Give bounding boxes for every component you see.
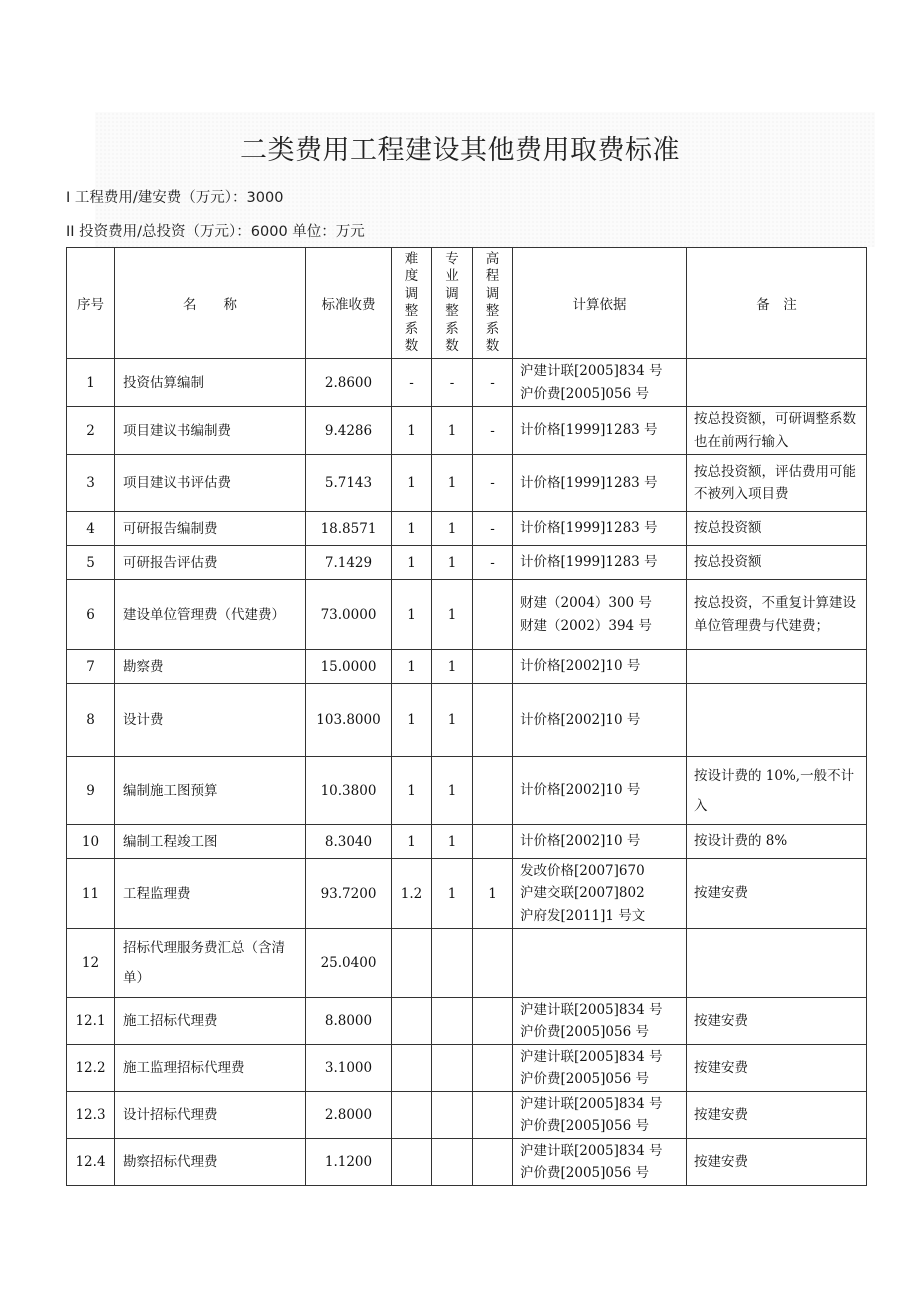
- row-altitude: [473, 929, 513, 998]
- row-profession: [432, 1092, 473, 1139]
- row-profession: [432, 998, 473, 1045]
- row-seq: 9: [67, 757, 115, 825]
- row-altitude: -: [473, 407, 513, 455]
- row-altitude: [473, 684, 513, 757]
- table-row: [67, 650, 867, 684]
- table-row: [67, 929, 867, 998]
- row-remark: 按设计费的 10%,一般不计入: [687, 757, 867, 825]
- row-altitude: -: [473, 359, 513, 407]
- row-difficulty: [392, 1092, 432, 1139]
- row-difficulty: 1: [392, 512, 432, 546]
- row-seq: 12.4: [67, 1139, 115, 1186]
- header-difficulty: [392, 248, 432, 359]
- row-fee: 9.4286: [306, 407, 392, 455]
- row-remark: 按总投资额: [687, 546, 867, 580]
- row-seq: 1: [67, 359, 115, 407]
- table-row: [67, 684, 867, 757]
- row-basis: 计价格[1999]1283 号: [513, 455, 687, 512]
- row-profession: 1: [432, 859, 473, 929]
- row-seq: 4: [67, 512, 115, 546]
- row-name: 建设单位管理费（代建费）: [115, 580, 306, 650]
- table-row: [67, 546, 867, 580]
- header-basis: 计算依据: [513, 248, 687, 359]
- row-basis: 沪建计联[2005]834 号 沪价费[2005]056 号: [513, 1045, 687, 1092]
- header-difficulty-text: 难度调整系数: [404, 250, 419, 354]
- row-difficulty: 1: [392, 684, 432, 757]
- row-basis: 沪建计联[2005]834 号 沪价费[2005]056 号: [513, 998, 687, 1045]
- header-fee: 标准收费: [306, 248, 392, 359]
- row-basis: [513, 929, 687, 998]
- row-basis: 计价格[2002]10 号: [513, 684, 687, 757]
- row-basis: 计价格[2002]10 号: [513, 757, 687, 825]
- row-basis: 计价格[2002]10 号: [513, 650, 687, 684]
- row-altitude: [473, 1092, 513, 1139]
- header-altitude: [473, 248, 513, 359]
- row-basis: 沪建计联[2005]834 号 沪价费[2005]056 号: [513, 359, 687, 407]
- row-name: 项目建议书编制费: [115, 407, 306, 455]
- row-name: 招标代理服务费汇总（含清单）: [115, 929, 306, 998]
- row-remark: 按建安费: [687, 859, 867, 929]
- row-seq: 8: [67, 684, 115, 757]
- row-remark: 按建安费: [687, 1139, 867, 1186]
- row-fee: 25.0400: [306, 929, 392, 998]
- row-basis: 计价格[1999]1283 号: [513, 546, 687, 580]
- row-fee: 73.0000: [306, 580, 392, 650]
- row-fee: 10.3800: [306, 757, 392, 825]
- row-profession: 1: [432, 650, 473, 684]
- table-row: [67, 512, 867, 546]
- row-remark: 按总投资额，可研调整系数也在前两行输入: [687, 407, 867, 455]
- row-basis: 发改价格[2007]670 沪建交联[2007]802 沪府发[2011]1 号文: [513, 859, 687, 929]
- row-name: 施工监理招标代理费: [115, 1045, 306, 1092]
- page-title: 二类费用工程建设其他费用取费标准: [240, 135, 680, 166]
- table-row: [67, 859, 867, 929]
- row-profession: [432, 1045, 473, 1092]
- table-row: [67, 407, 867, 455]
- row-fee: 1.1200: [306, 1139, 392, 1186]
- row-name: 设计费: [115, 684, 306, 757]
- row-difficulty: 1: [392, 825, 432, 859]
- row-fee: 93.7200: [306, 859, 392, 929]
- row-profession: 1: [432, 455, 473, 512]
- row-seq: 2: [67, 407, 115, 455]
- row-seq: 12: [67, 929, 115, 998]
- row-profession: [432, 929, 473, 998]
- row-fee: 8.8000: [306, 998, 392, 1045]
- row-remark: [687, 684, 867, 757]
- construction-cost-line: I 工程费用/建安费（万元）：3000: [66, 190, 284, 206]
- row-altitude: -: [473, 546, 513, 580]
- row-fee: 18.8571: [306, 512, 392, 546]
- header-profession-text: 专业调整系数: [445, 250, 459, 354]
- row-fee: 7.1429: [306, 546, 392, 580]
- row-seq: 5: [67, 546, 115, 580]
- row-seq: 12.2: [67, 1045, 115, 1092]
- row-remark: [687, 650, 867, 684]
- row-remark: 按总投资额，评估费用可能不被列入项目费: [687, 455, 867, 512]
- row-remark: 按建安费: [687, 1092, 867, 1139]
- row-fee: 103.8000: [306, 684, 392, 757]
- row-altitude: 1: [473, 859, 513, 929]
- row-basis: 计价格[2002]10 号: [513, 825, 687, 859]
- row-altitude: [473, 1045, 513, 1092]
- row-remark: 按建安费: [687, 1045, 867, 1092]
- row-seq: 6: [67, 580, 115, 650]
- row-seq: 12.3: [67, 1092, 115, 1139]
- row-name: 编制工程竣工图: [115, 825, 306, 859]
- header-seq: 序号: [67, 248, 115, 359]
- row-name: 勘察招标代理费: [115, 1139, 306, 1186]
- row-altitude: -: [473, 512, 513, 546]
- row-profession: -: [432, 359, 473, 407]
- row-name: 项目建议书评估费: [115, 455, 306, 512]
- table-row: [67, 580, 867, 650]
- row-profession: 1: [432, 407, 473, 455]
- header-name: 名 称: [115, 248, 306, 359]
- row-difficulty: 1: [392, 546, 432, 580]
- row-profession: 1: [432, 512, 473, 546]
- row-altitude: [473, 650, 513, 684]
- table-row: [67, 1045, 867, 1092]
- row-fee: 3.1000: [306, 1045, 392, 1092]
- header-remark: 备 注: [687, 248, 867, 359]
- row-seq: 12.1: [67, 998, 115, 1045]
- row-name: 编制施工图预算: [115, 757, 306, 825]
- row-profession: 1: [432, 684, 473, 757]
- row-basis: 沪建计联[2005]834 号 沪价费[2005]056 号: [513, 1139, 687, 1186]
- row-difficulty: 1.2: [392, 859, 432, 929]
- table-row: [67, 998, 867, 1045]
- row-altitude: [473, 825, 513, 859]
- row-difficulty: 1: [392, 650, 432, 684]
- row-name: 可研报告评估费: [115, 546, 306, 580]
- row-remark: 按设计费的 8%: [687, 825, 867, 859]
- row-seq: 11: [67, 859, 115, 929]
- row-profession: 1: [432, 757, 473, 825]
- header-profession: [432, 248, 473, 359]
- row-name: 勘察费: [115, 650, 306, 684]
- table-row: [67, 359, 867, 407]
- table-row: [67, 1139, 867, 1186]
- row-basis: 沪建计联[2005]834 号 沪价费[2005]056 号: [513, 1092, 687, 1139]
- table-row: [67, 757, 867, 825]
- row-fee: 2.8600: [306, 359, 392, 407]
- row-basis: 财建（2004）300 号 财建（2002）394 号: [513, 580, 687, 650]
- row-difficulty: -: [392, 359, 432, 407]
- row-profession: 1: [432, 546, 473, 580]
- row-profession: [432, 1139, 473, 1186]
- row-remark: 按总投资，不重复计算建设单位管理费与代建费；: [687, 580, 867, 650]
- investment-cost-line: II 投资费用/总投资（万元）：6000 单位：万元: [66, 224, 365, 240]
- row-difficulty: 1: [392, 407, 432, 455]
- row-basis: 计价格[1999]1283 号: [513, 512, 687, 546]
- row-difficulty: [392, 929, 432, 998]
- row-profession: 1: [432, 825, 473, 859]
- row-fee: 2.8000: [306, 1092, 392, 1139]
- table-header-row: [67, 248, 867, 359]
- row-seq: 3: [67, 455, 115, 512]
- row-difficulty: 1: [392, 757, 432, 825]
- row-altitude: [473, 580, 513, 650]
- row-altitude: [473, 1139, 513, 1186]
- row-name: 工程监理费: [115, 859, 306, 929]
- row-fee: 15.0000: [306, 650, 392, 684]
- row-profession: 1: [432, 580, 473, 650]
- row-altitude: [473, 998, 513, 1045]
- row-seq: 10: [67, 825, 115, 859]
- row-fee: 5.7143: [306, 455, 392, 512]
- row-basis: 计价格[1999]1283 号: [513, 407, 687, 455]
- row-difficulty: [392, 1139, 432, 1186]
- row-name: 设计招标代理费: [115, 1092, 306, 1139]
- row-remark: 按建安费: [687, 998, 867, 1045]
- table-row: [67, 1092, 867, 1139]
- row-altitude: [473, 757, 513, 825]
- header-altitude-text: 高程调整系数: [485, 250, 500, 354]
- row-remark: 按总投资额: [687, 512, 867, 546]
- row-difficulty: [392, 998, 432, 1045]
- row-name: 施工招标代理费: [115, 998, 306, 1045]
- row-difficulty: [392, 1045, 432, 1092]
- row-seq: 7: [67, 650, 115, 684]
- fee-table: [66, 247, 867, 1186]
- row-remark: [687, 929, 867, 998]
- table-row: [67, 825, 867, 859]
- row-difficulty: 1: [392, 580, 432, 650]
- row-fee: 8.3040: [306, 825, 392, 859]
- row-name: 投资估算编制: [115, 359, 306, 407]
- row-altitude: -: [473, 455, 513, 512]
- row-difficulty: 1: [392, 455, 432, 512]
- table-row: [67, 455, 867, 512]
- row-name: 可研报告编制费: [115, 512, 306, 546]
- row-remark: [687, 359, 867, 407]
